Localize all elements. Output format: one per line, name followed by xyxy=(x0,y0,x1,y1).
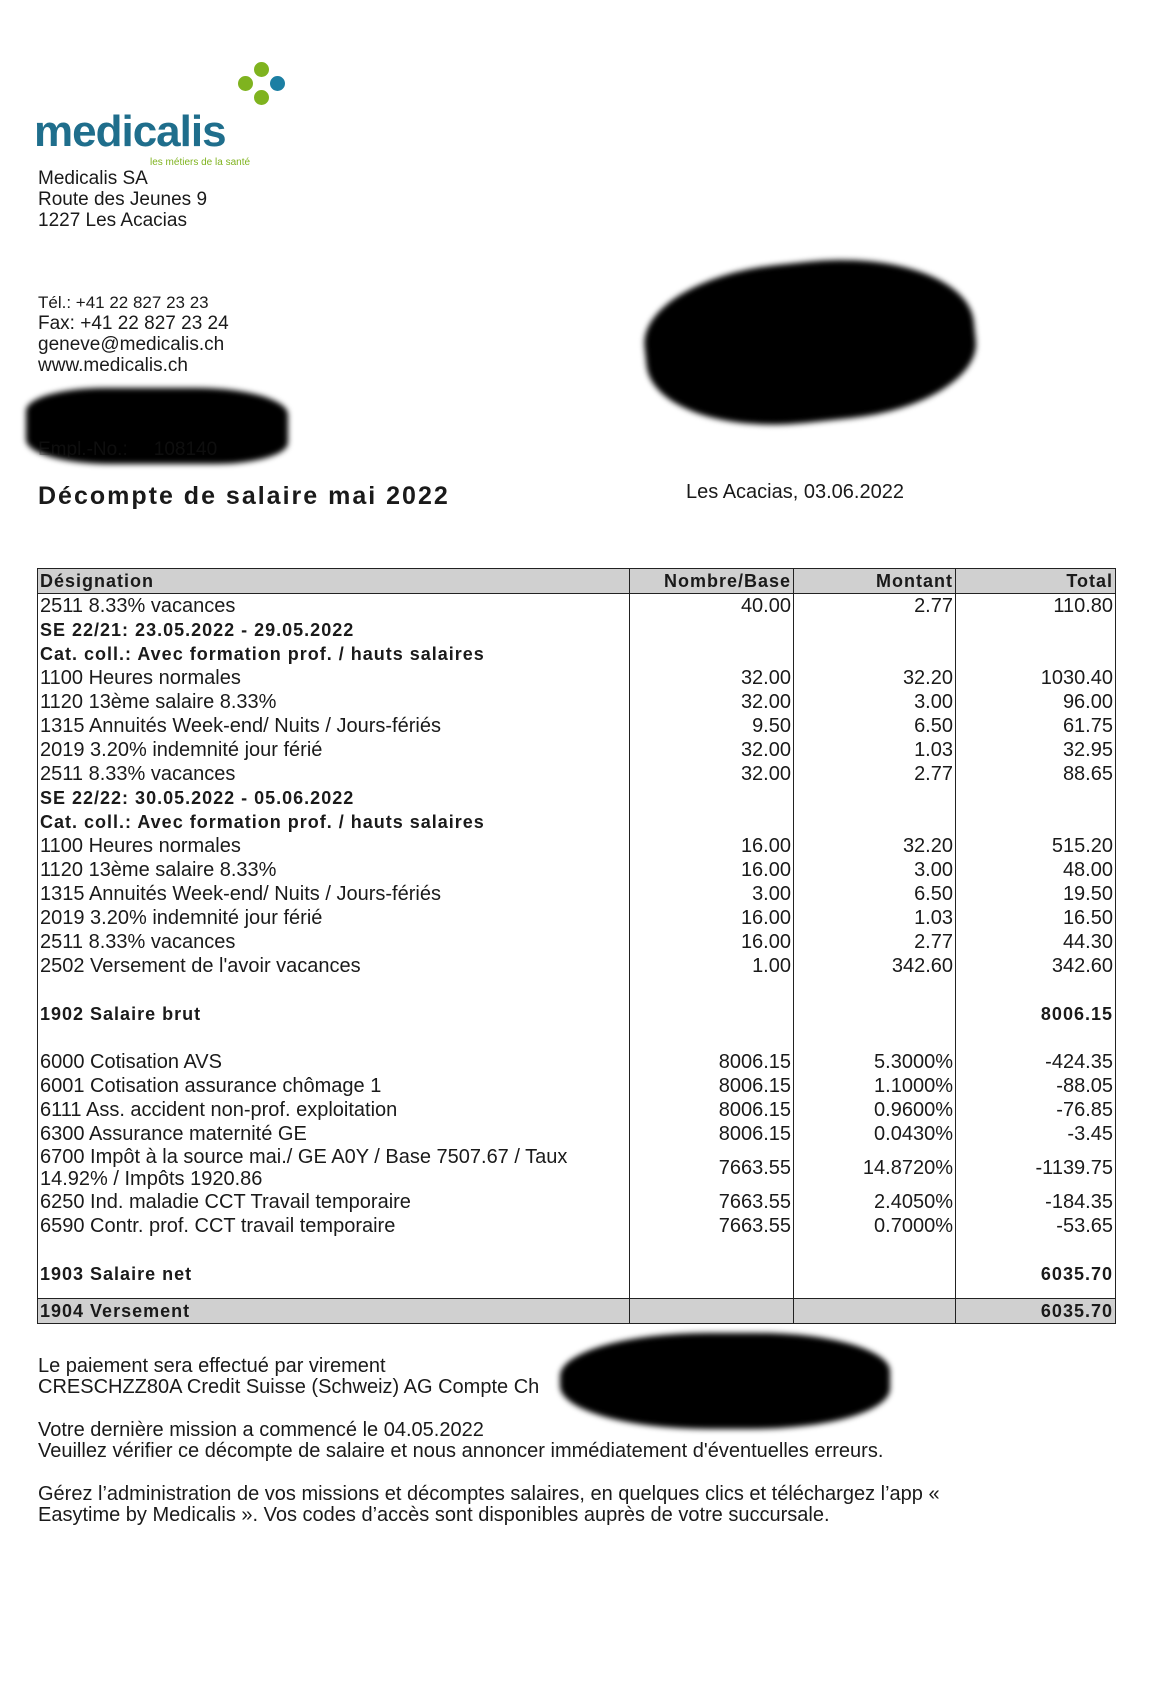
table-row xyxy=(38,594,1116,619)
cell-montant: 6.50 xyxy=(794,714,956,738)
cell-nombre: 8006.15 xyxy=(630,1074,794,1098)
cell-montant: 3.00 xyxy=(794,690,956,714)
medicalis-logo xyxy=(34,62,314,172)
table-row xyxy=(38,858,1116,882)
cell-designation: 1120 13ème salaire 8.33% xyxy=(38,690,630,714)
logo-dot-icon xyxy=(238,76,253,91)
cell-designation: 1904 Versement xyxy=(38,1299,630,1324)
cell-total: 44.30 xyxy=(956,930,1116,954)
company-city: 1227 Les Acacias xyxy=(38,210,187,231)
cell-designation: 1100 Heures normales xyxy=(38,834,630,858)
cell-designation: 6700 Impôt à la source mai./ GE A0Y / Base 7507.67 / Taux 14.92% / Impôts 1920.86 xyxy=(38,1146,630,1190)
table-section-row xyxy=(38,618,1116,642)
cell-total: -88.05 xyxy=(956,1074,1116,1098)
mission-info xyxy=(38,1420,883,1462)
cell-designation: 1315 Annuités Week-end/ Nuits / Jours-fériés xyxy=(38,882,630,906)
table-section-row xyxy=(38,810,1116,834)
cell-montant: 0.7000% xyxy=(794,1214,956,1238)
contact-web: www.medicalis.ch xyxy=(38,355,188,376)
cell-nombre: 7663.55 xyxy=(630,1190,794,1214)
table-section-row xyxy=(38,642,1116,666)
cell-nombre: 40.00 xyxy=(630,594,794,619)
cell-total: -53.65 xyxy=(956,1214,1116,1238)
payment-info xyxy=(38,1356,539,1398)
cell-total: 61.75 xyxy=(956,714,1116,738)
cell-designation: 6300 Assurance maternité GE xyxy=(38,1122,630,1146)
cell-montant: 0.0430% xyxy=(794,1122,956,1146)
cell-nombre: 16.00 xyxy=(630,906,794,930)
cell-nombre: 3.00 xyxy=(630,882,794,906)
cell-total: 19.50 xyxy=(956,882,1116,906)
page-title: Décompte de salaire mai 2022 xyxy=(38,482,450,510)
table-row xyxy=(38,834,1116,858)
table-row xyxy=(38,1074,1116,1098)
cell-designation: 2511 8.33% vacances xyxy=(38,594,630,619)
cell-montant: 0.9600% xyxy=(794,1098,956,1122)
contact-tel: Tél.: +41 22 827 23 23 xyxy=(38,293,209,312)
cell-designation: 2511 8.33% vacances xyxy=(38,930,630,954)
redaction-recipient-address xyxy=(638,245,983,439)
cell-total: 1030.40 xyxy=(956,666,1116,690)
cell-nombre: 16.00 xyxy=(630,930,794,954)
cell-total: 6035.70 xyxy=(956,1262,1116,1286)
cell-nombre: 7663.55 xyxy=(630,1214,794,1238)
cell-nombre: 7663.55 xyxy=(630,1146,794,1190)
company-name: Medicalis SA xyxy=(38,168,148,189)
cell-total: 88.65 xyxy=(956,762,1116,786)
header-montant: Montant xyxy=(794,569,956,594)
cell-total: 342.60 xyxy=(956,954,1116,978)
cell-total: 110.80 xyxy=(956,594,1116,619)
cell-montant: 2.4050% xyxy=(794,1190,956,1214)
cell-montant: 5.3000% xyxy=(794,1050,956,1074)
cell-total: 16.50 xyxy=(956,906,1116,930)
table-spacer-row xyxy=(38,1286,1116,1299)
app-line-1: Gérez l’administration de vos missions et décomptes salaires, en quelques clics et téléchargez l’app « xyxy=(38,1483,940,1505)
cell-montant: 3.00 xyxy=(794,858,956,882)
cell-nombre: 1.00 xyxy=(630,954,794,978)
cell-montant: 1.03 xyxy=(794,738,956,762)
table-row xyxy=(38,1190,1116,1214)
table-row-net-salary xyxy=(38,1262,1116,1286)
cell-total: -424.35 xyxy=(956,1050,1116,1074)
table-row xyxy=(38,1098,1116,1122)
cell-montant: 1.03 xyxy=(794,906,956,930)
app-info xyxy=(38,1484,940,1526)
cell-designation: 1100 Heures normales xyxy=(38,666,630,690)
cell-total: 48.00 xyxy=(956,858,1116,882)
cell-nombre: 32.00 xyxy=(630,690,794,714)
cell-total: -1139.75 xyxy=(956,1146,1116,1190)
logo-wordmark: medicalis xyxy=(34,107,226,156)
salary-table xyxy=(37,568,1116,1324)
cell-nombre: 8006.15 xyxy=(630,1050,794,1074)
header-designation: Désignation xyxy=(38,569,630,594)
cell-designation: 1902 Salaire brut xyxy=(38,1002,630,1026)
table-spacer-row xyxy=(38,978,1116,1002)
payment-line: Le paiement sera effectué par virement xyxy=(38,1355,386,1377)
cell-nombre: 16.00 xyxy=(630,834,794,858)
cell-designation: 2019 3.20% indemnité jour férié xyxy=(38,738,630,762)
cell-montant: 2.77 xyxy=(794,594,956,619)
cell-total: 96.00 xyxy=(956,690,1116,714)
table-row xyxy=(38,1214,1116,1238)
logo-dot-icon xyxy=(270,76,285,91)
cell-designation: 1120 13ème salaire 8.33% xyxy=(38,858,630,882)
redaction-account-number xyxy=(560,1333,890,1429)
mission-line: Votre dernière mission a commencé le 04.05.2022 xyxy=(38,1419,484,1441)
cell-designation: 1315 Annuités Week-end/ Nuits / Jours-fériés xyxy=(38,714,630,738)
table-row xyxy=(38,906,1116,930)
contact-fax: Fax: +41 22 827 23 24 xyxy=(38,313,229,334)
cell-nombre: 32.00 xyxy=(630,666,794,690)
cell-montant: 2.77 xyxy=(794,930,956,954)
cell-total: 8006.15 xyxy=(956,1002,1116,1026)
cell-montant: 6.50 xyxy=(794,882,956,906)
table-row xyxy=(38,762,1116,786)
cell-total: 515.20 xyxy=(956,834,1116,858)
table-row xyxy=(38,930,1116,954)
table-row xyxy=(38,1050,1116,1074)
logo-dot-icon xyxy=(254,62,269,77)
cell-total: 32.95 xyxy=(956,738,1116,762)
cell-montant: 2.77 xyxy=(794,762,956,786)
verify-line: Veuillez vérifier ce décompte de salaire et nous annoncer immédiatement d'éventuelles erreurs. xyxy=(38,1440,884,1462)
cell-nombre: 32.00 xyxy=(630,762,794,786)
cell-designation: Cat. coll.: Avec formation prof. / hauts salaires xyxy=(38,810,630,834)
cell-designation: 2511 8.33% vacances xyxy=(38,762,630,786)
cell-montant: 342.60 xyxy=(794,954,956,978)
table-row xyxy=(38,714,1116,738)
table-spacer-row xyxy=(38,1238,1116,1262)
cell-total: -76.85 xyxy=(956,1098,1116,1122)
header-nombre: Nombre/Base xyxy=(630,569,794,594)
cell-total: -3.45 xyxy=(956,1122,1116,1146)
cell-designation: 6001 Cotisation assurance chômage 1 xyxy=(38,1074,630,1098)
cell-montant: 32.20 xyxy=(794,666,956,690)
cell-designation: 6250 Ind. maladie CCT Travail temporaire xyxy=(38,1190,630,1214)
table-row-payment xyxy=(38,1299,1116,1324)
table-row xyxy=(38,1122,1116,1146)
cell-montant: 14.8720% xyxy=(794,1146,956,1190)
header-total: Total xyxy=(956,569,1116,594)
logo-tagline: les métiers de la santé xyxy=(150,157,251,168)
cell-montant: 1.1000% xyxy=(794,1074,956,1098)
cell-designation: SE 22/21: 23.05.2022 - 29.05.2022 xyxy=(38,618,630,642)
cell-nombre: 8006.15 xyxy=(630,1122,794,1146)
cell-designation: 2502 Versement de l'avoir vacances xyxy=(38,954,630,978)
cell-designation: SE 22/22: 30.05.2022 - 05.06.2022 xyxy=(38,786,630,810)
cell-designation: 1903 Salaire net xyxy=(38,1262,630,1286)
table-row xyxy=(38,690,1116,714)
cell-total: -184.35 xyxy=(956,1190,1116,1214)
company-contact xyxy=(38,292,229,376)
company-street: Route des Jeunes 9 xyxy=(38,189,208,210)
cell-nombre: 16.00 xyxy=(630,858,794,882)
employee-number xyxy=(38,439,217,461)
table-spacer-row xyxy=(38,1026,1116,1050)
app-line-2: Easytime by Medicalis ». Vos codes d’accès sont disponibles auprès de votre succursale. xyxy=(38,1504,830,1526)
bank-line: CRESCHZZ80A Credit Suisse (Schweiz) AG Compte Ch xyxy=(38,1376,540,1398)
cell-nombre: 8006.15 xyxy=(630,1098,794,1122)
cell-total: 6035.70 xyxy=(956,1299,1116,1324)
place-date: Les Acacias, 03.06.2022 xyxy=(686,481,904,503)
cell-nombre: 32.00 xyxy=(630,738,794,762)
table-row xyxy=(38,666,1116,690)
cell-designation: Cat. coll.: Avec formation prof. / hauts salaires xyxy=(38,642,630,666)
table-header-row xyxy=(38,569,1116,594)
cell-designation: 6590 Contr. prof. CCT travail temporaire xyxy=(38,1214,630,1238)
employee-number-value: 108140 xyxy=(153,439,218,460)
cell-designation: 2019 3.20% indemnité jour férié xyxy=(38,906,630,930)
table-row xyxy=(38,954,1116,978)
employee-number-label: Empl.-No.: xyxy=(38,439,128,460)
table-row xyxy=(38,738,1116,762)
cell-designation: 6000 Cotisation AVS xyxy=(38,1050,630,1074)
table-row xyxy=(38,882,1116,906)
logo-dot-icon xyxy=(254,90,269,105)
table-section-row xyxy=(38,786,1116,810)
table-row-gross-salary xyxy=(38,1002,1116,1026)
contact-email: geneve@medicalis.ch xyxy=(38,334,225,355)
table-row xyxy=(38,1146,1116,1190)
cell-nombre: 9.50 xyxy=(630,714,794,738)
cell-montant: 32.20 xyxy=(794,834,956,858)
company-address xyxy=(38,168,207,231)
cell-designation: 6111 Ass. accident non-prof. exploitation xyxy=(38,1098,630,1122)
